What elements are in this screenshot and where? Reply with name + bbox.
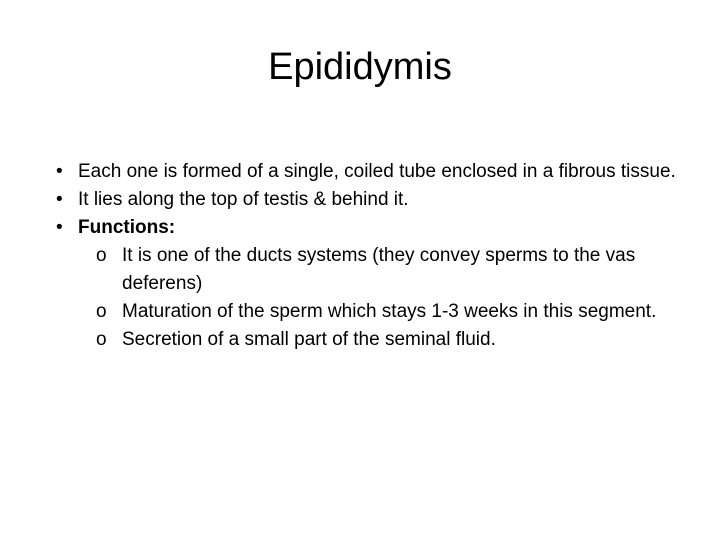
sub-bullet-item xyxy=(56,242,686,298)
bullet-marker: • xyxy=(56,189,63,210)
sub-bullet-marker: o xyxy=(96,329,107,350)
bullet-item xyxy=(56,214,686,242)
sub-bullet-marker: o xyxy=(96,301,107,322)
slide-title: Epididymis xyxy=(268,46,452,88)
sub-bullet-text: Maturation of the sperm which stays 1-3 weeks in this segment. xyxy=(122,301,657,322)
bullet-marker: • xyxy=(56,217,63,238)
sub-bullet-item xyxy=(56,326,686,354)
slide-body xyxy=(56,158,686,354)
bullet-text: Each one is formed of a single, coiled tube enclosed in a fibrous tissue. xyxy=(78,161,676,182)
bullet-text-functions: Functions: xyxy=(78,217,176,238)
bullet-marker: • xyxy=(56,161,63,182)
sub-bullet-text: Secretion of a small part of the seminal fluid. xyxy=(122,329,496,350)
bullet-text: It lies along the top of testis & behind it. xyxy=(78,189,409,210)
sub-bullet-item xyxy=(56,298,686,326)
bullet-item xyxy=(56,186,686,214)
bullet-item xyxy=(56,158,686,186)
sub-bullet-text: It is one of the ducts systems (they convey sperms to the vas deferens) xyxy=(122,245,636,294)
sub-bullet-marker: o xyxy=(96,245,107,266)
